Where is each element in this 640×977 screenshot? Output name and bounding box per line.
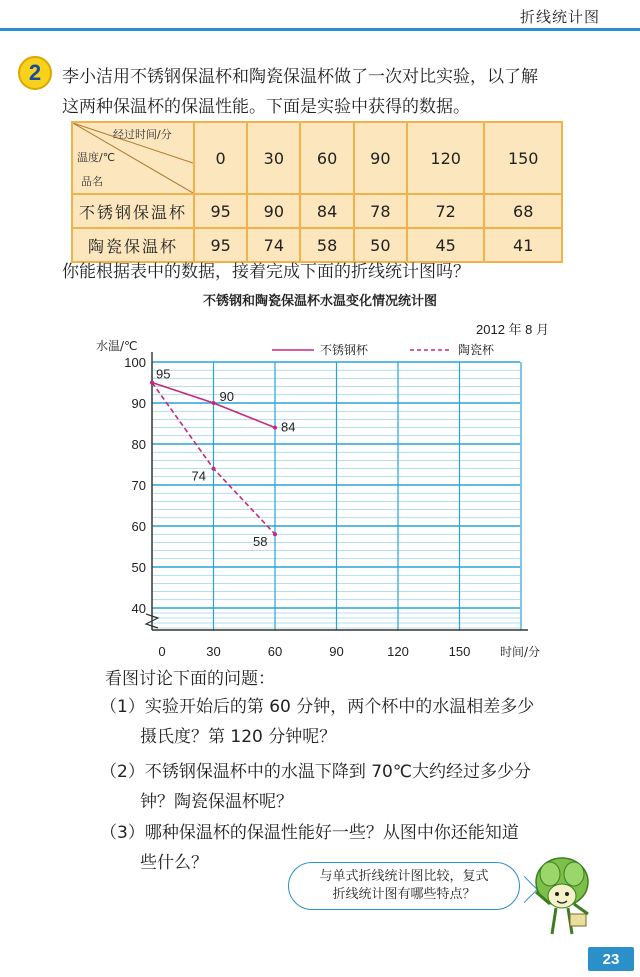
- time-header: 0: [194, 122, 247, 194]
- data-label: 84: [281, 419, 296, 435]
- table-cell: 72: [407, 194, 485, 228]
- data-label: 58: [253, 534, 268, 550]
- table-corner-cell: [72, 122, 194, 194]
- x-axis-title: 时间/分: [500, 645, 541, 659]
- y-tick-label: 100: [124, 355, 146, 370]
- y-tick-label: 40: [131, 601, 146, 616]
- question-2-line-1: （2）不锈钢保温杯中的水温下降到 70℃大约经过多少分: [100, 762, 531, 782]
- row-name: 不锈钢保温杯: [72, 194, 194, 228]
- data-label: 95: [156, 366, 171, 382]
- chart-date: 2012 年 8 月: [476, 322, 549, 337]
- time-header: 60: [300, 122, 353, 194]
- table-header-row: [72, 122, 562, 194]
- time-header: 120: [407, 122, 485, 194]
- x-tick-label: 150: [448, 644, 471, 659]
- question-2-line-2: 钟？陶瓷保温杯呢？: [140, 792, 293, 812]
- y-tick-label: 70: [131, 478, 146, 493]
- y-tick-label: 60: [131, 519, 146, 534]
- x-tick-label: 60: [267, 644, 283, 659]
- y-tick-label: 50: [131, 560, 146, 575]
- table-cell: 45: [407, 228, 485, 262]
- time-header: 150: [484, 122, 562, 194]
- table-cell: 68: [484, 194, 562, 228]
- x-tick-label: 120: [387, 644, 409, 659]
- corner-label-time: 经过时间/分: [113, 128, 172, 141]
- legend-label: 陶瓷杯: [458, 343, 495, 357]
- legend-label: 不锈钢杯: [320, 343, 369, 357]
- row-name: 陶瓷保温杯: [72, 228, 194, 262]
- page-number: 23: [588, 947, 634, 971]
- table-row: [72, 194, 562, 228]
- time-header: 90: [354, 122, 407, 194]
- corner-label-item: 品名: [81, 175, 103, 188]
- table-cell: 78: [354, 194, 407, 228]
- corner-label-temp: 温度/℃: [77, 151, 116, 164]
- y-tick-label: 80: [131, 437, 146, 452]
- x-tick-label: 30: [206, 644, 221, 659]
- question-3-line-1: （3）哪种保温杯的保温性能好一些？从图中你还能知道: [100, 823, 519, 843]
- question-1-line-2: 摄氏度？第 120 分钟呢？: [140, 727, 337, 747]
- data-table: [71, 121, 563, 263]
- line-chart: [0, 310, 640, 660]
- discussion-intro: 看图讨论下面的问题：: [105, 669, 275, 689]
- table-cell: 95: [194, 228, 247, 262]
- data-point: [273, 426, 277, 430]
- data-point: [273, 532, 277, 536]
- data-label: 90: [219, 389, 234, 404]
- table-cell: 50: [354, 228, 407, 262]
- table-cell: 95: [194, 194, 247, 228]
- page-header-title: 折线统计图: [520, 8, 601, 26]
- problem-intro: [62, 62, 617, 122]
- data-point: [212, 401, 216, 405]
- problem-intro-line-2: 这两种保温杯的保温性能。下面是实验中获得的数据。: [62, 97, 470, 117]
- problem-number-badge: 2: [18, 56, 52, 90]
- data-label: 74: [191, 468, 206, 484]
- table-cell: 90: [247, 194, 300, 228]
- data-point: [212, 467, 216, 471]
- time-header: 30: [247, 122, 300, 194]
- x-tick-label: 0: [158, 644, 166, 659]
- y-tick-label: 90: [131, 396, 146, 411]
- speech-bubble: [288, 862, 520, 910]
- cabbage-mascot-icon: [530, 852, 594, 942]
- question-1-line-1: （1）实验开始后的第 60 分钟，两个杯中的水温相差多少: [100, 697, 535, 717]
- data-point: [150, 381, 154, 385]
- chart-question: 你能根据表中的数据，接着完成下面的折线统计图吗？: [62, 262, 470, 282]
- speech-bubble-line-2: 折线统计图有哪些特点？: [332, 887, 476, 902]
- y-axis-title: 水温/℃: [96, 339, 138, 353]
- table-cell: 58: [300, 228, 353, 262]
- question-3-line-2: 些什么？: [140, 853, 208, 873]
- header-rule: [0, 28, 640, 31]
- speech-bubble-line-1: 与单式折线统计图比较，复式: [319, 869, 489, 884]
- table-cell: 84: [300, 194, 353, 228]
- table-cell: 74: [247, 228, 300, 262]
- x-tick-label: 90: [329, 644, 344, 659]
- chart-title: 不锈钢和陶瓷保温杯水温变化情况统计图: [202, 294, 437, 309]
- problem-intro-line-1: 李小洁用不锈钢保温杯和陶瓷保温杯做了一次对比实验，以了解: [62, 67, 538, 87]
- table-cell: 41: [484, 228, 562, 262]
